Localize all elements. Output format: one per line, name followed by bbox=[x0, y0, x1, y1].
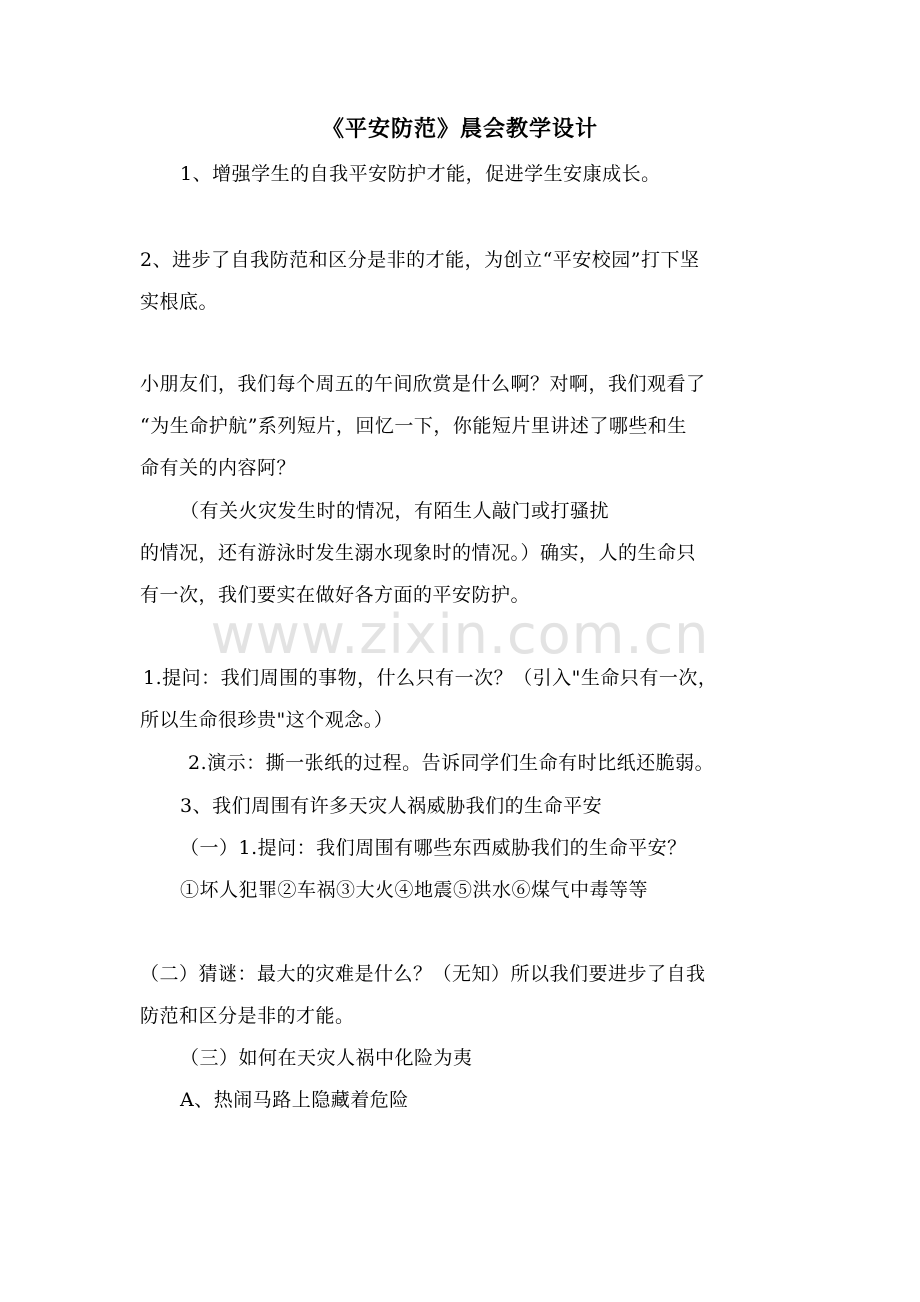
text-line: 命有关的内容阿？ bbox=[140, 457, 297, 479]
text-line: （一）1.提问：我们周围有哪些东西威胁我们的生命平安？ bbox=[180, 837, 687, 859]
watermark: www.zixin.com.cn bbox=[210, 603, 710, 666]
text-line: （有关火灾发生时的情况，有陌生人敲门或打骚扰 bbox=[180, 500, 610, 522]
text-line: A、热闹马路上隐藏着危险 bbox=[180, 1089, 409, 1111]
text-line: 2.演示：撕一张纸的过程。告诉同学们生命有时比纸还脆弱。 bbox=[188, 752, 715, 774]
text-line: （三）如何在天灾人祸中化险为夷 bbox=[180, 1047, 473, 1069]
text-line: 1.提问：我们周围的事物，什么只有一次？（引入"生命只有一次， bbox=[143, 667, 718, 689]
text-line: 实根底。 bbox=[140, 291, 219, 313]
text-line: “为生命护航”系列短片，回忆一下，你能短片里讲述了哪些和生 bbox=[140, 415, 687, 437]
text-line: ①坏人犯罪②车祸③大火④地震⑤洪水⑥煤气中毒等等 bbox=[180, 879, 649, 901]
text-line: 3、我们周围有许多天灾人祸威胁我们的生命平安 bbox=[180, 795, 603, 817]
text-line: （二）猜谜：最大的灾难是什么？（无知）所以我们要进步了自我 bbox=[140, 963, 706, 985]
text-line: 2、进步了自我防范和区分是非的才能，为创立“平安校园”打下坚 bbox=[140, 249, 700, 271]
text-line: 的情况，还有游泳时发生溺水现象时的情况。）确实，人的生命只 bbox=[140, 542, 697, 564]
text-line: 所以生命很珍贵"这个观念。） bbox=[140, 709, 394, 731]
document-title: 《平安防范》晨会教学设计 bbox=[321, 117, 598, 142]
text-line: 有一次，我们要实在做好各方面的平安防护。 bbox=[140, 584, 531, 606]
text-line: 防范和区分是非的才能。 bbox=[140, 1005, 355, 1027]
text-line: 小朋友们，我们每个周五的午间欣赏是什么啊？对啊，我们观看了 bbox=[140, 373, 706, 395]
text-line: 1、增强学生的自我平安防护才能，促进学生安康成长。 bbox=[180, 163, 661, 185]
